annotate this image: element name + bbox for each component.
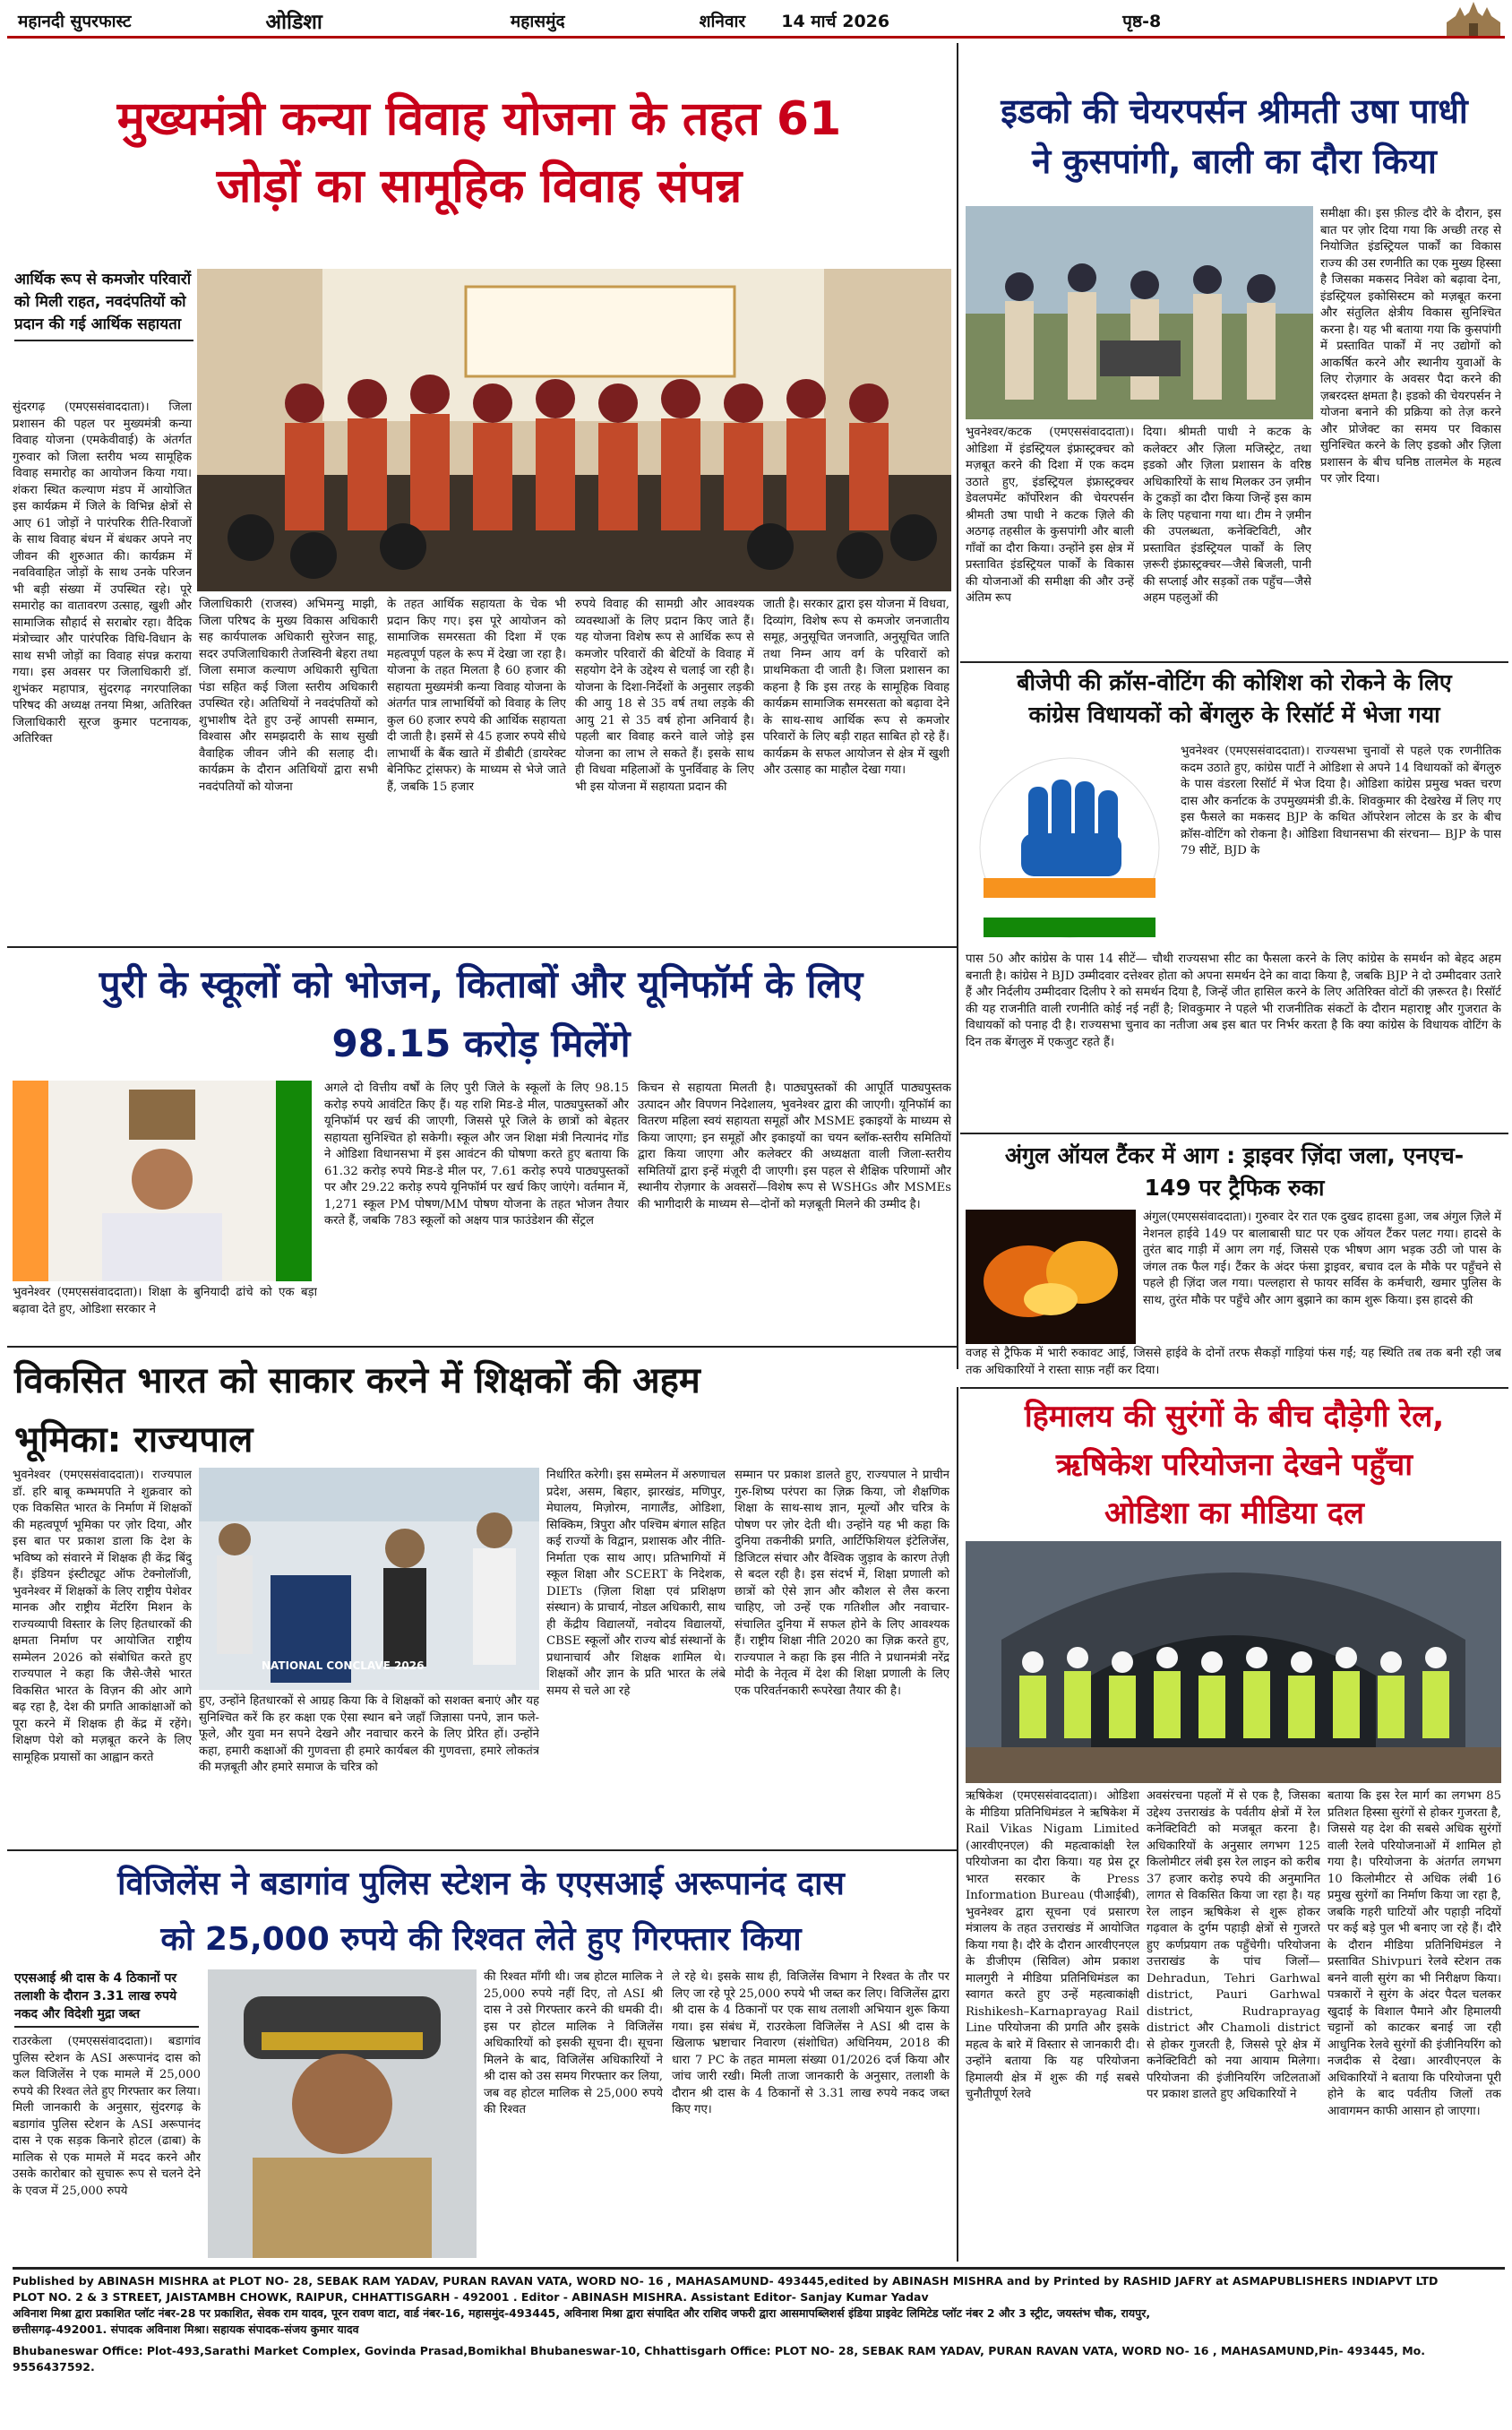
- story6-col1b: हुए, उन्होंने हितधारकों से आग्रह किया कि वे शिक्षकों को सशक्त बनाएं और यह सुनिश्चित करें कि हर कक्षा एक ऐसा स्थान बने जहाँ जिज्ञासा पनपे, ज्ञान फले-फूले, और युवा मन सपने देखने और नवाचार करने के लिए प्रेरित हों। उन्होंने कहा, हमारी कक्षाओं की गुणवत्ता ही हमारे कार्यबल की गुणवत्ता, हमारे लोकतंत्र की मज़बूती और हमारे समाज के चरित्र को: [199, 1694, 539, 1774]
- asi-portrait: [208, 1969, 477, 2258]
- temple-icon: [1442, 0, 1505, 36]
- vertical-divider-top: [957, 43, 958, 1369]
- story1-headline-line1: मुख्यमंत्री कन्या विवाह योजना के तहत 61: [116, 92, 842, 146]
- masthead-date: 14 मार्च 2026: [781, 12, 890, 31]
- story3-headline: [960, 661, 1508, 731]
- story4-headline: [9, 955, 953, 1073]
- story4-caption: भुवनेश्वर (एमएससंवाददाता)। शिक्षा के बुनियादी ढांचे को एक बड़ा बढ़ावा देते हुए, ओडिशा सरकार ने: [13, 1286, 317, 1316]
- story2-col2: दिया। श्रीमती पाधी ने कटक के कलेक्टर और ज़िला मजिस्ट्रेट, तथा इडको और ज़िला प्रशासन के वरिष्ठ अधिकारियों के साथ मिलकर उन ज़मीन के टुकड़ों का दौरा किया जिन्हें इस काम के लिए पहचाना गया था। टीम ने ज़मीन की उपलब्धता, कनेक्टिविटी, और प्रस्तावित इंडस्ट्रियल पार्कों के लिए ज़रूरी इंफ्रास्ट्रक्चर—जैसे बिजली, पानी की सप्लाई और सड़कों तक पहुँच—जैसे अहम पहलुओं की: [1143, 426, 1311, 605]
- imprint-line3: अविनाश मिश्रा द्वारा प्रकाशित प्लॉट नंबर-28 पर प्रकाशित, सेवक राम यादव, पूरन रावण वाटा, वार्ड नंबर-16, महासमुंद-493445, अविनाश मिश्रा द्वारा संपादित और राशिद जफरी द्वारा आसमापब्लिशर्स इंडिया प्राइवेट लिमिटेड प्लॉट नंबर 2 और 3 स्ट्रीट, जयस्तंभ चौक, रायपुर,: [13, 2306, 1151, 2320]
- masthead-page: पृष्ठ-8: [1122, 12, 1162, 31]
- story1-col1: सुंदरगढ़ (एमएससंवाददाता)। जिला प्रशासन की पहल पर मुख्यमंत्री कन्या विवाह योजना (एमकेवीवाई) के अंतर्गत गुरुवार को जिला स्तरीय भव्य सामूहिक विवाह समारोह का आयोजन किया गया। शंकरा स्थित कल्याण मंडप में आयोजित इस कार्यक्रम में जिले के विभिन्न क्षेत्रों से आए 61 जोड़ों ने पारंपरिक रीति-रिवाजों के साथ विवाह बंधन में बंधकर अपने नए जीवन की शुरुआत की। कार्यक्रम में नवविवाहित जोड़ों के साथ उनके परिजन भी बड़ी संख्या में उपस्थित रहे। पूरे समारोह का वातावरण उत्साह, खुशी और सामाजिक सौहार्द से सराबोर रहा। वैदिक मंत्रोच्चार और पारंपरिक विधि-विधान के साथ सभी जोड़ों का विवाह संपन्न कराया गया। इस अवसर पर जिलाधिकारी डॉ. शुभंकर महापात्र, सुंदरगढ़ नगरपालिका परिषद की अध्यक्ष तनया मिश्रा, अतिरिक्त जिलाधिकारी सूरज कुमार पटनायक, अतिरिक्त: [13, 401, 192, 745]
- story7-col1: ऋषिकेश (एमएससंवाददाता)। ओडिशा के मीडिया प्रतिनिधिमंडल ने ऋषिकेश में Rail Vikas Nigam Limited (आरवीएनएल) की महत्वाकांक्षी रेल परियोजना का दौरा किया। यह प्रेस टूर भारत सरकार के Press Information Bureau (पीआईबी), भुवनेश्वर द्वारा सूचना एवं प्रसारण मंत्रालय के तहत उत्तराखंड में आयोजित किया गया है। दौरे के दौरान आरवीएनएल के डीजीएम (सिविल) ओम प्रकाश मालगुरी ने मीडिया प्रतिनिधिमंडल का स्वागत करते हुए उन्हें महत्वाकांक्षी Rishikesh–Karnaprayag Rail Line परियोजना की प्रगति और इसके महत्व के बारे में विस्तार से जानकारी दी। उन्होंने बताया कि यह परियोजना हिमालयी क्षेत्र में शुरू की गई सबसे चुनौतीपूर्ण रेलवे: [966, 1789, 1139, 2101]
- masthead-paper-name: महानदी सुपरफास्ट: [18, 12, 132, 31]
- story4-headline-line2: 98.15 करोड़ मिलेंगे: [331, 1021, 631, 1065]
- story8-rule-top: [7, 1849, 958, 1851]
- story8-col3: ले रहे थे। इसके साथ ही, विजिलेंस विभाग ने रिश्वत के तौर पर लिए जा रहे पूरे 25,000 रुपये भी जब्त कर लिए। विजिलेंस द्वारा श्री दास के 4 ठिकानों पर एक साथ तलाशी अभियान शुरू किया गया। इस संबंध में, राउरकेला विजिलेंस ने ASI श्री दास के खिलाफ भ्रष्टाचार निवारण (संशोधित) अधिनियम, 2018 की धारा 7 PC के तहत मामला संख्या 01/2026 दर्ज किया और जांच जारी रखी। मिली ताजा जानकारी के अनुसार, तलाशी के दौरान श्री दास के 4 ठिकानों से 3.31 लाख रुपये नकद जब्त किए गए।: [672, 1970, 949, 2116]
- story2-headline-line2: ने कुसपांगी, बाली का दौरा किया: [1032, 142, 1437, 181]
- story2-headline: [964, 86, 1505, 186]
- masthead-state: ओडिशा: [265, 11, 322, 34]
- story5-headline-line1: अंगुल ऑयल टैंकर में आग : ड्राइवर ज़िंदा जला, एनएच-: [1004, 1142, 1465, 1168]
- story1-col4: रुपये विवाह की सामग्री और आवश्यक व्यवस्थाओं के लिए प्रदान किए जाते हैं। यह योजना विशेष रूप से आर्थिक रूप से कमजोर परिवारों की बेटियों के विवाह में सहयोग देने के उद्देश्य से चलाई जा रही है। योजना के दिशा-निर्देशों के अनुसार लड़की की आयु 18 से 35 वर्ष तथा लड़के की आयु 21 से 35 वर्ष होना अनिवार्य है। पहली बार विवाह करने वाले जोड़े इस योजना का लाभ ले सकते हैं। इसके साथ ही विधवा महिलाओं के पुनर्विवाह के लिए भी इस योजना में सहायता प्रदान की: [575, 598, 754, 794]
- story3-headline-line1: बीजेपी की क्रॉस-वोटिंग की कोशिश को रोकने के लिए: [1017, 669, 1452, 695]
- story3-col-bottom: पास 50 और कांग्रेस के पास 14 सीटें— चौथी राज्यसभा सीट का फैसला करने के लिए कांग्रेस के समर्थन को बेहद अहम बनाती है। कांग्रेस ने BJD उम्मीदवार दत्तेश्वर होता को अपना समर्थन देने का वादा किया है, जबकि BJP ने दो उम्मीदवार उतारे हैं और निर्दलीय उम्मीदवार दिलीप रे को समर्थन दिया है, जिन्हें जीत हासिल करने के लिए अतिरिक्त वोटों की ज़रूरत है। रिसॉर्ट की यह राजनीति वाली रणनीति कोई नई नहीं है; शिवकुमार ने पहले भी राजनीतिक संकटों के दौरान महाराष्ट्र और गुजरात के विधायकों को पनाह दी है। राज्यसभा चुनाव का नतीजा अब इस बात पर निर्भर करता है कि क्या कांग्रेस के विधायक वोटिंग के दिन तक बेंगलुरु में एकजुट रहते हैं।: [966, 952, 1501, 1049]
- story7-headline-line1: हिमालय की सुरंगों के बीच दौड़ेगी रेल,: [1024, 1399, 1445, 1435]
- imprint-line4: छत्तीसगढ़-492001. संपादक अविनाश मिश्रा। सहायक संपादक-संजय कुमार यादव: [13, 2322, 359, 2336]
- story7-headline: [960, 1387, 1508, 1538]
- story8-headline: [9, 1857, 953, 1968]
- story5-col-top: अंगुल(एमएससंवाददाता)। गुरुवार देर रात एक दुखद हादसा हुआ, जब अंगुल ज़िले में नेशनल हाईवे 149 पर बालाबासी घाट पर एक ऑयल टैंकर पलट गया। हादसे के तुरंत बाद गाड़ी में आग लग गई, जिससे एक भीषण आग भड़क उठी जो पास के जंगल तक फैल गई। टैंकर के अंदर फंसा ड्राइवर, बचाव दल के मौके पर पहुँचने से पहले ही ज़िंदा जल गया। पल्लहारा से फायर सर्विस के कर्मचारी, खमार पुलिस के साथ, तुरंत मौके पर पहुँचे और आग बुझाने का काम शुरू किया। इस हादसे की: [1143, 1211, 1501, 1307]
- masthead: [7, 5, 1505, 39]
- story7-headline-line2: ऋषिकेश परियोजना देखने पहुँचा: [1055, 1447, 1413, 1483]
- conclave-banner: NATIONAL CONCLAVE 2026: [262, 1659, 425, 1672]
- story5-headline: [960, 1133, 1508, 1204]
- masthead-city: महासमुंद: [510, 12, 565, 31]
- story7-col3: बताया कि इस रेल मार्ग का लगभग 85 प्रतिशत हिस्सा सुरंगों से होकर गुजरता है, जिससे यह देश की सबसे अधिक सुरंगों वाली रेलवे परियोजनाओं में शामिल हो गया है। परियोजना के अंतर्गत लगभग 10 किलोमीटर से अधिक लंबी 16 प्रमुख सुरंगों का निर्माण किया जा रहा है, जबकि गहरी घाटियों और पहाड़ी नदियों पर कई बड़े पुल भी बनाए जा रहे हैं। दौरे के दौरान मीडिया प्रतिनिधिमंडल ने प्रस्तावित Shivpuri रेलवे स्टेशन तक बनने वाली सुरंग का भी निरीक्षण किया। पत्रकारों ने सुरंग के अंदर पैदल चलकर खुदाई के विशाल पैमाने और हिमालयी चट्टानों को काटकर बनाई जा रही आधुनिक रेलवे सुरंगों की इंजीनियरिंग को नजदीक से देखा। आरवीएनएल के अधिकारियों ने बताया कि परियोजना पूरी होने के बाद पर्वतीय जिलों तक आवागमन काफी आसान हो जाएगा।: [1327, 1789, 1501, 2118]
- story3-headline-line2: कांग्रेस विधायकों को बेंगलुरु के रिसॉर्ट में भेजा गया: [1028, 702, 1440, 728]
- story6-col3: सम्मान पर प्रकाश डालते हुए, राज्यपाल ने प्राचीन गुरु-शिष्य परंपरा का ज़िक्र किया, जो शैक्षणिक शिक्षा के साथ-साथ ज्ञान, मूल्यों और चरित्र के पोषण पर ज़ोर देती थी। उन्होंने यह भी कहा कि दुनिया तकनीकी प्रगति, आर्टिफिशियल इंटेलिजेंस, डिजिटल संचार और वैश्विक जुड़ाव के कारण तेज़ी से बदल रही है। इस संदर्भ में, शिक्षा प्रणाली को छात्रों को ऐसे ज्ञान और कौशल से लैस करना चाहिए, जो उन्हें एक गतिशील और नवाचार-संचालित दुनिया में सफल होने के लिए आवश्यक हैं। राष्ट्रीय शिक्षा नीति 2020 का ज़िक्र करते हुए, राज्यपाल ने कहा कि इस नीति ने प्रधानमंत्री नरेंद्र मोदी के नेतृत्व में देश की शिक्षा प्रणाली के लिए एक परिवर्तनकारी रूपरेखा तैयार की है।: [735, 1469, 949, 1698]
- wedding-photo: [197, 269, 951, 591]
- story7-headline-line3: ओडिशा का मीडिया दल: [1104, 1495, 1364, 1531]
- story1-subhead: [14, 269, 193, 341]
- imprint-footer: [13, 2267, 1505, 2375]
- story1-headline: [9, 86, 949, 221]
- story8-subhead-text: एएसआई श्री दास के 4 ठिकानों पर तलाशी के दौरान 3.31 लाख रुपये नकद और विदेशी मुद्रा जब्त: [14, 1971, 177, 2021]
- imprint-line2: PLOT NO. 2 & 3 STREET, JAISTAMBH CHOWK, RAIPUR, CHHATTISGARH - 492001 . Editor - ABINASH MISHRA. Assistant Editor- Sanjay Kumar Yadav: [13, 2290, 929, 2304]
- story4-headline-line1: पुरी के स्कूलों को भोजन, किताबों और यूनिफॉर्म के लिए: [99, 962, 863, 1006]
- story8-col1: राउरकेला (एमएससंवाददाता)। बडागांव पुलिस स्टेशन के ASI अरूपानंद दास को कल विजिलेंस ने एक मामले में 25,000 रुपये की रिश्वत लेते हुए गिरफ्तार कर लिया। मिली जानकारी के अनुसार, सुंदरगढ़ के बडागांव पुलिस स्टेशन के ASI अरूपानंद दास ने एक सड़क किनारे होटल (ढाबा) के मालिक से एक मामले में मदद करने और उसके कारोबार को सुचारू रूप से चलने देने के एवज में 25,000 रुपये: [13, 2035, 201, 2198]
- story2-col1: भुवनेश्वर/कटक (एमएससंवाददाता)। ओडिशा में इंडस्ट्रियल इंफ्रास्ट्रक्चर को मज़बूत करने की दिशा में एक कदम उठाते हुए, इंडस्ट्रियल इंफ्रास्ट्रक्चर डेवलपमेंट कॉर्पोरेशन की चेयरपर्सन श्रीमती उषा पाधी ने कटक ज़िले की अठगढ़ तहसील के कुसपांगी और बाली गाँवों का दौरा किया। उन्होंने इस क्षेत्र में प्रस्तावित इंडस्ट्रियल पार्कों के विकास की योजनाओं की समीक्षा की और उन्हें अंतिम रूप: [966, 426, 1134, 605]
- story4-col2: किचन से सहायता मिलती है। पाठ्यपुस्तकों की आपूर्ति पाठ्यपुस्तक उत्पादन और विपणन निदेशालय, भुवनेश्वर द्वारा की जाएगी। यूनिफॉर्म का वितरण महिला स्वयं सहायता समूहों और MSME इकाइयों के माध्यम से किया जाएगा; इन समूहों और इकाइयों का चयन ब्लॉक-स्तरीय समितियों द्वारा किया जाएगा और कलेक्टर की अध्यक्षता वाली जिला-स्तरीय समितियों द्वारा इन्हें मंज़ूरी दी जाएगी। इस पहल से शैक्षिक परिणामों और स्थानीय रोज़गार के अवसरों—विशेष रूप से WSHGs और MSMEs की भागीदारी के माध्यम से—दोनों को मज़बूती मिलने की उम्मीद है।: [638, 1081, 951, 1211]
- story8-headline-line2: को 25,000 रुपये की रिश्वत लेते हुए गिरफ्तार किया: [160, 1921, 802, 1958]
- vertical-divider-bottom: [957, 1387, 958, 2262]
- story1-headline-line2: जोड़ों का सामूहिक विवाह संपन्न: [216, 159, 743, 214]
- story3-col-top: भुवनेश्वर (एमएससंवाददाता)। राज्यसभा चुनावों से पहले एक रणनीतिक कदम उठाते हुए, कांग्रेस पार्टी ने ओडिशा से अपने 14 विधायकों को बेंगलुरु के पास वंडरला रिसॉर्ट में भेज दिया है। ओडिशा कांग्रेस प्रमुख भक्त चरण दास और कर्नाटक के उपमुख्यमंत्री डी.के. शिवकुमार की देखरेख में लिए गए इस फैसले का मकसद BJP के कथित ऑपरेशन लोटस के डर के बीच क्रॉस-वोटिंग को रोकना है। ओडिशा विधानसभा की संरचना— BJP के पास 79 सीटें, BJD के: [1181, 745, 1501, 857]
- story6-col1a: भुवनेश्वर (एमएससंवाददाता)। राज्यपाल डॉ. हरि बाबू कम्भमपति ने शुक्रवार को एक विकसित भारत के निर्माण में शिक्षकों की महत्वपूर्ण भूमिका पर ज़ोर दिया, और इस बात पर प्रकाश डाला कि देश के भविष्य को संवारने में शिक्षक ही केंद्र बिंदु हैं। इंडियन इंस्टीट्यूट ऑफ टेक्नोलॉजी, भुवनेश्वर में शिक्षकों के लिए राष्ट्रीय पेशेवर मानक और राष्ट्रीय मेंटरिंग मिशन के राज्यव्यापी विस्तार के लिए हितधारकों की क्षमता निर्माण पर आयोजित राष्ट्रीय सम्मेलन 2026 को संबोधित करते हुए राज्यपाल ने कहा कि जैसे-जैसे भारत विकसित भारत के विज़न की ओर आगे बढ़ रहा है, देश की प्रगति आकांक्षाओं को पूरा करने में शिक्षक ही केंद्र में रहेंगे। शिक्षण पेशे को मज़बूत करने के लिए सामूहिक प्रयासों का आह्वान करते: [13, 1469, 192, 1764]
- minister-portrait: [13, 1081, 312, 1281]
- story1-col2: जिलाधिकारी (राजस्व) अभिमन्यु माझी, जिला परिषद के मुख्य विकास अधिकारी सह कार्यपालक अधिकारी सुरेजन साहू, सदर उपजिलाधिकारी तेजस्विनी बेहरा तथा जिला समाज कल्याण अधिकारी सुचिता पंडा सहित कई जिला स्तरीय अधिकारी उपस्थित रहे। अतिथियों ने नवदंपतियों को शुभाशीष देते हुए उन्हें आपसी सम्मान, विश्वास और समझदारी के साथ सुखी वैवाहिक जीवन जीने की सलाह दी। कार्यक्रम के दौरान अतिथियों द्वारा सभी नवदंपतियों को योजना: [199, 598, 378, 794]
- congress-hand-symbol: [966, 744, 1173, 952]
- story1-col5: जाती है। सरकार द्वारा इस योजना में विधवा, दिव्यांग, विशेष रूप से कमजोर जनजातीय समूह, अनुसूचित जनजाति, अनुसूचित जाति तथा निम्न आय वर्ग के परिवारों को प्राथमिकता दी जाती है। जिला प्रशासन का कहना है कि इस तरह के सामूहिक विवाह कार्यक्रम सामाजिक समरसता को बढ़ावा देने के साथ-साथ आर्थिक रूप से कमजोर परिवारों के लिए बड़ी राहत साबित हो रहे हैं। कार्यक्रम के सफल आयोजन से क्षेत्र में खुशी और उत्साह का माहौल देखा गया।: [763, 598, 949, 777]
- story7-col2: अवसंरचना पहलों में से एक है, जिसका उद्देश्य उत्तराखंड के पर्वतीय क्षेत्रों में रेल कनेक्टिविटी को मजबूत करना है। अधिकारियों के अनुसार लगभग 125 किलोमीटर लंबी इस रेल लाइन को करीब 37 हजार करोड़ रुपये की अनुमानित लागत से विकसित किया जा रहा है। यह रेल लाइन ऋषिकेश से शुरू होकर गढ़वाल के दुर्गम पहाड़ी क्षेत्रों से गुजरते हुए कर्णप्रयाग तक पहुँचेगी। परियोजना उत्तराखंड के पांच जिलों— Dehradun, Tehri Garhwal district, Pauri Garhwal district, Rudraprayag district और Chamoli district से होकर गुजरती है, जिससे पूरे क्षेत्र में कनेक्टिविटी को नया आयाम मिलेगा। परियोजना की इंजीनियरिंग जटिलताओं पर प्रकाश डालते हुए अधिकारियों ने: [1147, 1789, 1320, 2101]
- story6-headline-line2: भूमिका: राज्यपाल: [14, 1419, 253, 1461]
- story6-rule-top: [7, 1346, 958, 1348]
- story4-rule-top: [7, 946, 958, 948]
- story6-headline: [14, 1351, 946, 1469]
- story1-subhead-text: आर्थिक रूप से कमजोर परिवारों को मिली राहत, नवदंपतियों को प्रदान की गई आर्थिक सहायता: [14, 271, 192, 333]
- story5-col-bottom: वजह से ट्रैफिक में भारी रुकावट आई, जिससे हाईवे के दोनों तरफ सैकड़ों गाड़ियां फंस गईं; यह स्थिति तब तक बनी रही जब तक अधिकारियों ने रास्ता साफ़ नहीं कर दिया।: [966, 1347, 1501, 1377]
- story5-headline-line2: 149 पर ट्रैफिक रुका: [1144, 1175, 1325, 1201]
- story8-subhead: [14, 1969, 199, 2028]
- idco-visit-photo: [966, 206, 1313, 419]
- story8-headline-line1: विजिलेंस ने बडागांव पुलिस स्टेशन के एएसआई अरूपानंद दास: [117, 1866, 845, 1902]
- story1-col3: के तहत आर्थिक सहायता के चेक भी प्रदान किए गए। इस पूरे आयोजन को सामाजिक समरसता की दिशा में एक महत्वपूर्ण पहल के रूप में देखा जा रहा है। योजना के तहत मिलता है 60 हजार की सहायता मुख्यमंत्री कन्या विवाह योजना के अंतर्गत पात्र लाभार्थियों को विवाह के लिए कुल 60 हजार रुपये की आर्थिक सहायता दी जाती है। इसमें से 45 हजार रुपये सीधे लाभार्थी के बैंक खाते में डीबीटी (डायरेक्ट बेनिफिट ट्रांसफर) के माध्यम से भेजे जाते हैं, जबकि 15 हजार: [387, 598, 566, 794]
- story2-headline-line1: इडको की चेयरपर्सन श्रीमती उषा पाधी: [1001, 91, 1468, 131]
- story6-headline-line1: विकसित भारत को साकार करने में शिक्षकों की अहम: [14, 1360, 700, 1401]
- tanker-fire-photo: [966, 1210, 1136, 1344]
- story6-col2: निर्धारित करेगी। इस सम्मेलन में अरुणाचल प्रदेश, असम, बिहार, झारखंड, मणिपुर, मेघालय, मिज़ोरम, नागालैंड, ओडिशा, सिक्किम, त्रिपुरा और पश्चिम बंगाल सहित कई राज्यों के विद्वान, प्रशासक और नीति-निर्माता एक साथ आए। प्रतिभागियों में स्कूल शिक्षा और SCERT के निदेशक, DIETs (ज़िला शिक्षा एवं प्रशिक्षण संस्थान) के प्राचार्य, नोडल अधिकारी, साथ ही केंद्रीय विद्यालयों, नवोदय विद्यालयों, CBSE स्कूलों और राज्य बोर्ड संस्थानों के प्रधानाचार्य और शिक्षक शामिल थे। शिक्षकों और ज्ञान के प्रति भारत के लंबे समय से चले आ रहे: [546, 1469, 726, 1698]
- story4-col1: अगले दो वित्तीय वर्षों के लिए पुरी जिले के स्कूलों के लिए 98.15 करोड़ रुपये आवंटित किए हैं। यह राशि मिड-डे मील, पाठ्यपुस्तकों और यूनिफॉर्म पर खर्च की जाएगी, जिससे पूरे जिले के छात्रों को बेहतर सहायता सुनिश्चित हो सकेगी। स्कूल और जन शिक्षा मंत्री नित्यानंद गोंड ने ओडिशा विधानसभा में इस आवंटन की घोषणा करते हुए बताया कि 61.32 करोड़ रुपये मिड-डे मील पर, 7.61 करोड़ रुपये पाठ्यपुस्तकों पर और 29.22 करोड़ रुपये यूनिफॉर्म पर खर्च किए जाएंगे। वर्तमान में, 1,271 स्कूल PM पोषण/MM पोषण योजना के तहत भोजन तैयार करते हैं, जबकि 783 स्कूलों को अक्षय पात्र फाउंडेशन की सेंट्रल: [324, 1081, 629, 1228]
- story8-col2: की रिश्वत माँगी थी। जब होटल मालिक ने 25,000 रुपये नहीं दिए, तो ASI श्री दास ने उसे गिरफ्तार करने की धमकी दी। इस पर होटल मालिक ने विजिलेंस अधिकारियों को इसकी सूचना दी। सूचना मिलने के बाद, विजिलेंस अधिकारियों ने श्री दास को उस समय गिरफ्तार कर लिया, जब वह होटल मालिक से 25,000 रुपये की रिश्वत: [484, 1970, 663, 2116]
- imprint-line1: Published by ABINASH MISHRA at PLOT NO- 28, SEBAK RAM YADAV, PURAN RAVAN VATA, WORD NO- 16 , MAHASAMUND- 493445,edited by ABINASH MISHRA and by Printed by RASHID JAFRY at ASMAPUBLISHERS INDIAPVT LTD: [13, 2274, 1439, 2288]
- imprint-line5: Bhubaneswar Office: Plot-493,Sarathi Market Complex, Govinda Prasad,Bomikhal Bhubaneswar-10, Chhattisgarh Office: PLOT NO- 28, SEBAK RAM YADAV, PURAN RAVAN VATA, WORD NO- 16 , MAHASAMUND,Pin- 493445, Mo. 9556437592.: [13, 2344, 1425, 2374]
- masthead-day: शनिवार: [699, 12, 746, 31]
- conclave-photo: [199, 1468, 539, 1690]
- tunnel-photo: [966, 1541, 1501, 1783]
- story2-col3: समीक्षा की। इस फ़ील्ड दौरे के दौरान, इस बात पर ज़ोर दिया गया कि अच्छी तरह से नियोजित इंडस्ट्रियल पार्कों का विकास राज्य की उस रणनीति का एक मुख्य हिस्सा है जिसका मकसद निवेश को बढ़ावा देना, इंडस्ट्रियल इकोसिस्टम को मज़बूत करना और संतुलित क्षेत्रीय विकास सुनिश्चित करना है। यह भी बताया गया कि कुसपांगी में प्रस्तावित पार्कों में नए उद्योगों को आकर्षित करने और स्थानीय युवाओं के लिए रोज़गार के अवसर पैदा करने की ज़बरदस्त क्षमता है। इडको की चेयरपर्सन ने योजना बनाने की प्रक्रिया को तेज़ करने और प्रोजेक्ट का समय पर विकास सुनिश्चित करने के लिए इडको और ज़िला प्रशासन के बीच घनिष्ठ तालमेल के महत्व पर ज़ोर दिया।: [1320, 207, 1501, 486]
